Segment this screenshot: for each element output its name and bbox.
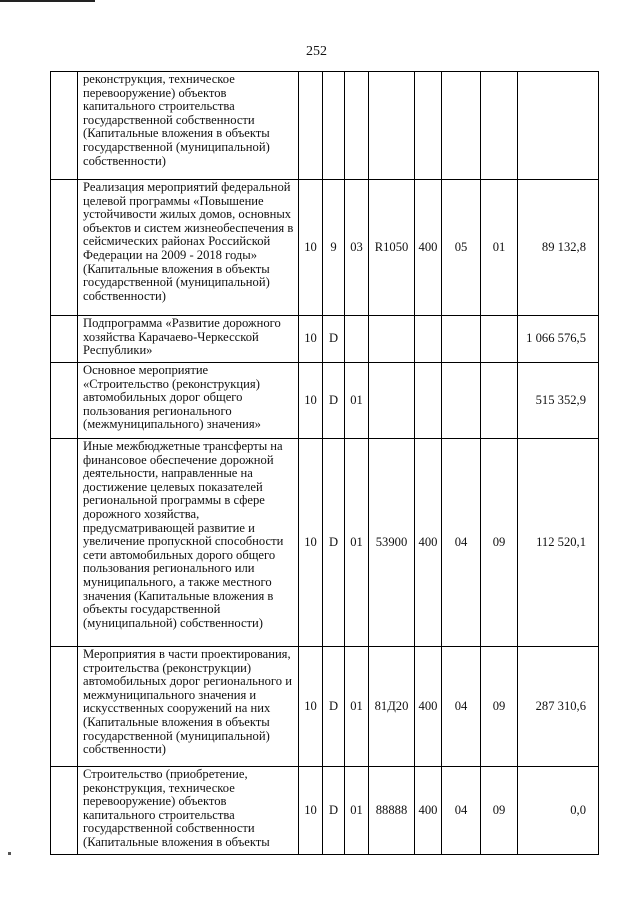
expenditure-name: Строительство (приобретение, реконструкция, техническое перевооружение) объектов капитального строительства государственной собственности (Капитальные вложения в объекты	[78, 767, 299, 855]
amount	[518, 72, 599, 180]
expenditure-name: Реализация мероприятий федеральной целевой программы «Повышение устойчивости жилых домов, основных объектов и систем жизнеобеспечения в сейсмических районах Российской Федерации на 2009 - 2018 годы» (Капитальные вложения в объекты государственной (муниципальной) собственности)	[78, 180, 299, 316]
subsection-code	[481, 72, 518, 180]
table-row	[51, 767, 599, 855]
expense-type-code	[415, 363, 442, 439]
table-row	[51, 72, 599, 180]
section-code	[442, 316, 481, 363]
program-code: D	[323, 439, 345, 647]
section-code: 04	[442, 767, 481, 855]
row-number-cell	[51, 180, 78, 316]
section-code	[442, 363, 481, 439]
event-code: 01	[345, 767, 369, 855]
section-code: 05	[442, 180, 481, 316]
target-article-code: R1050	[369, 180, 415, 316]
subsection-code: 09	[481, 439, 518, 647]
event-code: 01	[345, 363, 369, 439]
amount: 515 352,9	[518, 363, 599, 439]
event-code: 01	[345, 647, 369, 767]
target-article-code	[369, 72, 415, 180]
ministry-code: 10	[299, 439, 323, 647]
subsection-code: 01	[481, 180, 518, 316]
amount: 112 520,1	[518, 439, 599, 647]
scan-speck	[8, 852, 11, 855]
page-number: 252	[306, 44, 327, 59]
event-code: 03	[345, 180, 369, 316]
ministry-code: 10	[299, 767, 323, 855]
section-code: 04	[442, 647, 481, 767]
target-article-code	[369, 316, 415, 363]
table-row	[51, 316, 599, 363]
program-code	[323, 72, 345, 180]
program-code: D	[323, 767, 345, 855]
budget-table	[50, 71, 599, 855]
expense-type-code: 400	[415, 439, 442, 647]
event-code	[345, 72, 369, 180]
subsection-code	[481, 363, 518, 439]
expense-type-code	[415, 316, 442, 363]
expenditure-name: Основное мероприятие «Строительство (реконструкция) автомобильных дорог общего пользования регионального (межмуниципального) значения»	[78, 363, 299, 439]
expenditure-name: Мероприятия в части проектирования, строительства (реконструкции) автомобильных дорог регионального и межмуниципального значения и искусственных сооружений на них (Капитальные вложения в объекты государственной (муниципальной) собственности)	[78, 647, 299, 767]
ministry-code: 10	[299, 647, 323, 767]
amount: 89 132,8	[518, 180, 599, 316]
expense-type-code: 400	[415, 767, 442, 855]
ministry-code: 10	[299, 316, 323, 363]
table-row	[51, 363, 599, 439]
amount: 1 066 576,5	[518, 316, 599, 363]
event-code: 01	[345, 439, 369, 647]
expenditure-name: Иные межбюджетные трансферты на финансовое обеспечение дорожной деятельности, направленные на достижение целевых показателей региональной программы в сфере дорожного хозяйства, предусматривающей развитие и увеличение пропускной способности сети автомобильных дорого общего пользования регионального или муниципального, а также местного значения (Капитальные вложения в объекты государственной (муниципальной) собственности)	[78, 439, 299, 647]
expense-type-code	[415, 72, 442, 180]
row-number-cell	[51, 363, 78, 439]
row-number-cell	[51, 767, 78, 855]
section-code	[442, 72, 481, 180]
top-rule	[0, 0, 95, 2]
amount: 0,0	[518, 767, 599, 855]
target-article-code	[369, 363, 415, 439]
ministry-code: 10	[299, 363, 323, 439]
event-code	[345, 316, 369, 363]
subsection-code: 09	[481, 647, 518, 767]
program-code: D	[323, 647, 345, 767]
expense-type-code: 400	[415, 180, 442, 316]
expenditure-name: реконструкция, техническое перевооружение) объектов капитального строительства государственной собственности (Капитальные вложения в объекты государственной (муниципальной) собственности)	[78, 72, 299, 180]
table-row	[51, 647, 599, 767]
amount: 287 310,6	[518, 647, 599, 767]
expense-type-code: 400	[415, 647, 442, 767]
subsection-code: 09	[481, 767, 518, 855]
table-row	[51, 180, 599, 316]
subsection-code	[481, 316, 518, 363]
row-number-cell	[51, 439, 78, 647]
row-number-cell	[51, 647, 78, 767]
program-code: D	[323, 316, 345, 363]
program-code: 9	[323, 180, 345, 316]
target-article-code: 81Д20	[369, 647, 415, 767]
target-article-code: 88888	[369, 767, 415, 855]
row-number-cell	[51, 316, 78, 363]
program-code: D	[323, 363, 345, 439]
target-article-code: 53900	[369, 439, 415, 647]
ministry-code: 10	[299, 180, 323, 316]
section-code: 04	[442, 439, 481, 647]
row-number-cell	[51, 72, 78, 180]
ministry-code	[299, 72, 323, 180]
expenditure-name: Подпрограмма «Развитие дорожного хозяйства Карачаево-Черкесской Республики»	[78, 316, 299, 363]
table-row	[51, 439, 599, 647]
